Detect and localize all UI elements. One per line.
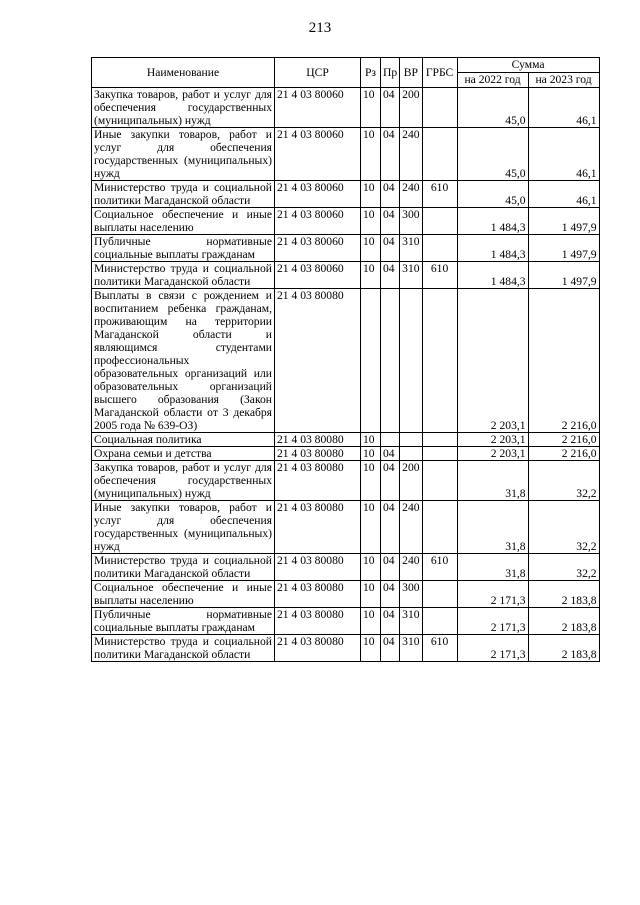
cell-sum-2022: 2 203,1 bbox=[457, 433, 528, 447]
cell-vr: 300 bbox=[400, 581, 422, 608]
header-grbs: ГРБС bbox=[422, 58, 457, 88]
cell-grbs bbox=[422, 88, 457, 128]
cell-grbs: 610 bbox=[422, 554, 457, 581]
cell-rz: 10 bbox=[361, 181, 381, 208]
cell-pr: 04 bbox=[381, 181, 400, 208]
header-pr: Пр bbox=[381, 58, 400, 88]
cell-vr: 200 bbox=[400, 461, 422, 501]
cell-sum-2023: 2 183,8 bbox=[528, 635, 599, 662]
cell-vr: 240 bbox=[400, 554, 422, 581]
cell-rz: 10 bbox=[361, 447, 381, 461]
cell-sum-2022: 2 171,3 bbox=[457, 581, 528, 608]
cell-sum-2022: 45,0 bbox=[457, 88, 528, 128]
cell-grbs bbox=[422, 461, 457, 501]
table-row bbox=[92, 635, 600, 662]
cell-rz: 10 bbox=[361, 88, 381, 128]
cell-sum-2023: 2 183,8 bbox=[528, 608, 599, 635]
cell-pr: 04 bbox=[381, 581, 400, 608]
cell-vr: 310 bbox=[400, 235, 422, 262]
table-row bbox=[92, 501, 600, 554]
cell-name: Закупка товаров, работ и услуг для обеспечения государственных (муниципальных) нужд bbox=[92, 461, 275, 501]
cell-vr: 310 bbox=[400, 608, 422, 635]
cell-sum-2023: 1 497,9 bbox=[528, 208, 599, 235]
header-sum: Сумма bbox=[457, 58, 599, 73]
cell-name: Закупка товаров, работ и услуг для обеспечения государственных (муниципальных) нужд bbox=[92, 88, 275, 128]
cell-csr: 21 4 03 80060 bbox=[275, 128, 361, 181]
table-row bbox=[92, 433, 600, 447]
cell-sum-2022: 45,0 bbox=[457, 128, 528, 181]
cell-vr: 240 bbox=[400, 128, 422, 181]
table-row bbox=[92, 128, 600, 181]
header-name: Наименование bbox=[92, 58, 275, 88]
cell-csr: 21 4 03 80080 bbox=[275, 289, 361, 433]
cell-grbs bbox=[422, 501, 457, 554]
cell-vr bbox=[400, 433, 422, 447]
cell-vr: 240 bbox=[400, 181, 422, 208]
cell-sum-2022: 1 484,3 bbox=[457, 262, 528, 289]
cell-pr: 04 bbox=[381, 501, 400, 554]
table-row bbox=[92, 608, 600, 635]
cell-name: Министерство труда и социальной политики Магаданской области bbox=[92, 262, 275, 289]
cell-sum-2023: 1 497,9 bbox=[528, 262, 599, 289]
cell-name: Публичные нормативные социальные выплаты гражданам bbox=[92, 235, 275, 262]
table-row bbox=[92, 554, 600, 581]
cell-grbs bbox=[422, 581, 457, 608]
cell-vr bbox=[400, 447, 422, 461]
cell-rz: 10 bbox=[361, 461, 381, 501]
cell-grbs bbox=[422, 608, 457, 635]
cell-name: Социальное обеспечение и иные выплаты населению bbox=[92, 208, 275, 235]
cell-grbs bbox=[422, 235, 457, 262]
cell-pr bbox=[381, 433, 400, 447]
cell-vr: 310 bbox=[400, 262, 422, 289]
cell-pr bbox=[381, 289, 400, 433]
cell-name: Министерство труда и социальной политики Магаданской области bbox=[92, 554, 275, 581]
table-row bbox=[92, 581, 600, 608]
cell-grbs bbox=[422, 433, 457, 447]
cell-grbs: 610 bbox=[422, 181, 457, 208]
cell-rz: 10 bbox=[361, 635, 381, 662]
cell-sum-2022: 2 171,3 bbox=[457, 608, 528, 635]
cell-sum-2023: 32,2 bbox=[528, 461, 599, 501]
cell-grbs bbox=[422, 289, 457, 433]
cell-sum-2022: 1 484,3 bbox=[457, 208, 528, 235]
table-row bbox=[92, 181, 600, 208]
table-row bbox=[92, 88, 600, 128]
cell-sum-2023: 32,2 bbox=[528, 554, 599, 581]
cell-sum-2022: 31,8 bbox=[457, 501, 528, 554]
cell-sum-2022: 2 203,1 bbox=[457, 447, 528, 461]
cell-sum-2023: 46,1 bbox=[528, 181, 599, 208]
cell-sum-2022: 31,8 bbox=[457, 461, 528, 501]
cell-csr: 21 4 03 80080 bbox=[275, 461, 361, 501]
cell-csr: 21 4 03 80080 bbox=[275, 608, 361, 635]
cell-name: Выплаты в связи с рождением и воспитанием ребенка гражданам, проживающим на территории Магаданской области и являющимся студентами профессиональных образовательных организаций или образовательных организаций высшего образования (Закон Магаданской области от 3 декабря 2005 года № 639-ОЗ) bbox=[92, 289, 275, 433]
cell-csr: 21 4 03 80060 bbox=[275, 88, 361, 128]
cell-sum-2023: 2 216,0 bbox=[528, 289, 599, 433]
cell-name: Иные закупки товаров, работ и услуг для обеспечения государственных (муниципальных) нужд bbox=[92, 501, 275, 554]
cell-pr: 04 bbox=[381, 235, 400, 262]
cell-csr: 21 4 03 80060 bbox=[275, 235, 361, 262]
cell-rz: 10 bbox=[361, 128, 381, 181]
cell-csr: 21 4 03 80060 bbox=[275, 181, 361, 208]
cell-csr: 21 4 03 80080 bbox=[275, 581, 361, 608]
cell-sum-2023: 1 497,9 bbox=[528, 235, 599, 262]
table-row bbox=[92, 235, 600, 262]
cell-rz: 10 bbox=[361, 433, 381, 447]
cell-grbs bbox=[422, 208, 457, 235]
cell-csr: 21 4 03 80080 bbox=[275, 635, 361, 662]
cell-pr: 04 bbox=[381, 88, 400, 128]
cell-pr: 04 bbox=[381, 608, 400, 635]
cell-sum-2022: 45,0 bbox=[457, 181, 528, 208]
cell-pr: 04 bbox=[381, 208, 400, 235]
cell-sum-2023: 46,1 bbox=[528, 88, 599, 128]
header-vr: ВР bbox=[400, 58, 422, 88]
cell-vr: 310 bbox=[400, 635, 422, 662]
cell-rz: 10 bbox=[361, 608, 381, 635]
cell-pr: 04 bbox=[381, 128, 400, 181]
table-row bbox=[92, 447, 600, 461]
cell-sum-2023: 2 216,0 bbox=[528, 447, 599, 461]
cell-grbs bbox=[422, 447, 457, 461]
cell-rz: 10 bbox=[361, 501, 381, 554]
cell-sum-2022: 1 484,3 bbox=[457, 235, 528, 262]
cell-name: Охрана семьи и детства bbox=[92, 447, 275, 461]
table-row bbox=[92, 208, 600, 235]
table-row bbox=[92, 289, 600, 433]
header-year-2022: на 2022 год bbox=[457, 73, 528, 88]
cell-rz: 10 bbox=[361, 554, 381, 581]
table-row bbox=[92, 461, 600, 501]
header-year-2023: на 2023 год bbox=[528, 73, 599, 88]
cell-pr: 04 bbox=[381, 635, 400, 662]
cell-sum-2023: 2 183,8 bbox=[528, 581, 599, 608]
cell-sum-2023: 32,2 bbox=[528, 501, 599, 554]
cell-pr: 04 bbox=[381, 461, 400, 501]
cell-grbs: 610 bbox=[422, 262, 457, 289]
cell-name: Иные закупки товаров, работ и услуг для обеспечения государственных (муниципальных) нужд bbox=[92, 128, 275, 181]
cell-name: Министерство труда и социальной политики Магаданской области bbox=[92, 635, 275, 662]
cell-csr: 21 4 03 80080 bbox=[275, 447, 361, 461]
cell-sum-2023: 2 216,0 bbox=[528, 433, 599, 447]
cell-rz: 10 bbox=[361, 262, 381, 289]
cell-sum-2022: 2 171,3 bbox=[457, 635, 528, 662]
cell-csr: 21 4 03 80080 bbox=[275, 501, 361, 554]
header-rz: Рз bbox=[361, 58, 381, 88]
cell-name: Министерство труда и социальной политики Магаданской области bbox=[92, 181, 275, 208]
cell-pr: 04 bbox=[381, 447, 400, 461]
cell-rz bbox=[361, 289, 381, 433]
cell-csr: 21 4 03 80080 bbox=[275, 433, 361, 447]
cell-vr bbox=[400, 289, 422, 433]
cell-rz: 10 bbox=[361, 581, 381, 608]
cell-pr: 04 bbox=[381, 554, 400, 581]
cell-grbs bbox=[422, 128, 457, 181]
budget-table bbox=[91, 57, 600, 662]
cell-csr: 21 4 03 80080 bbox=[275, 554, 361, 581]
cell-name: Социальное обеспечение и иные выплаты населению bbox=[92, 581, 275, 608]
cell-rz: 10 bbox=[361, 208, 381, 235]
cell-name: Социальная политика bbox=[92, 433, 275, 447]
header-csr: ЦСР bbox=[275, 58, 361, 88]
cell-sum-2022: 2 203,1 bbox=[457, 289, 528, 433]
cell-sum-2022: 31,8 bbox=[457, 554, 528, 581]
cell-vr: 300 bbox=[400, 208, 422, 235]
page-number: 213 bbox=[308, 20, 332, 36]
table-body bbox=[92, 88, 600, 662]
table-row bbox=[92, 262, 600, 289]
cell-rz: 10 bbox=[361, 235, 381, 262]
cell-name: Публичные нормативные социальные выплаты гражданам bbox=[92, 608, 275, 635]
cell-csr: 21 4 03 80060 bbox=[275, 208, 361, 235]
cell-csr: 21 4 03 80060 bbox=[275, 262, 361, 289]
cell-pr: 04 bbox=[381, 262, 400, 289]
cell-sum-2023: 46,1 bbox=[528, 128, 599, 181]
cell-grbs: 610 bbox=[422, 635, 457, 662]
cell-vr: 200 bbox=[400, 88, 422, 128]
cell-vr: 240 bbox=[400, 501, 422, 554]
